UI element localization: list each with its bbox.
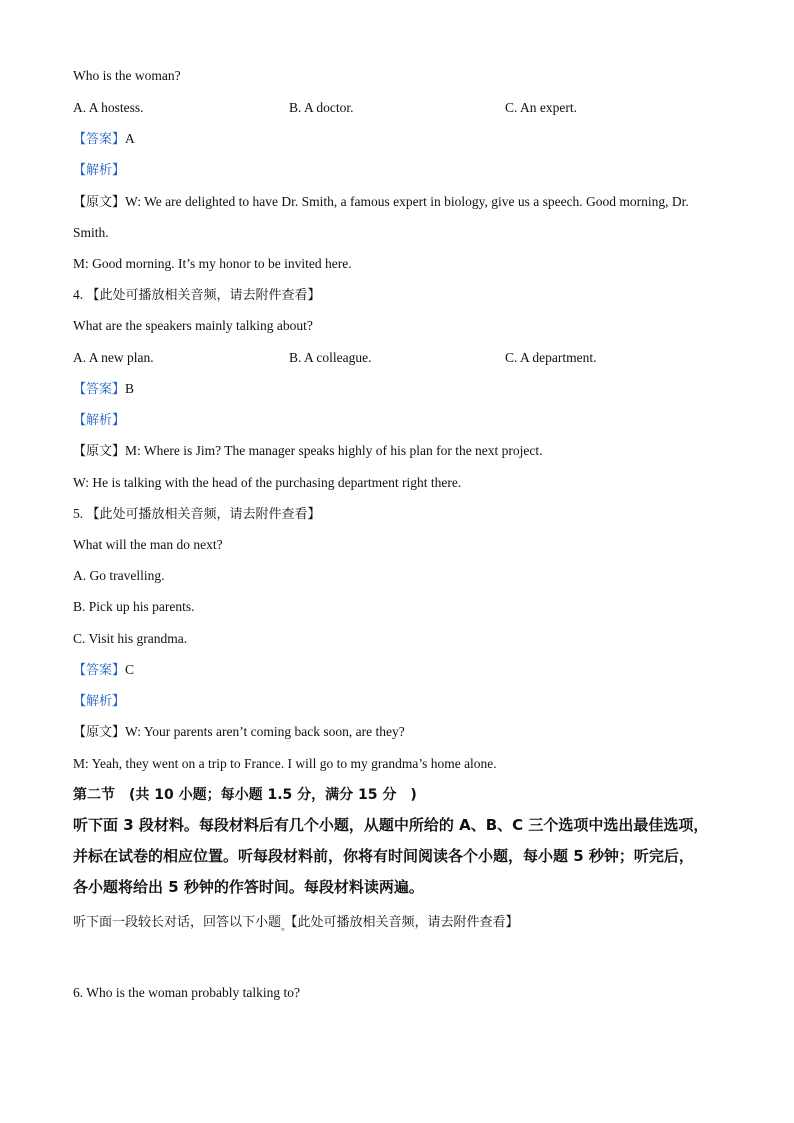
q3-question: Who is the woman? <box>73 68 181 83</box>
answer-value: C <box>125 662 135 677</box>
q3-analysis <box>73 161 125 180</box>
q5-question: What will the man do next? <box>73 537 223 552</box>
instructions-line-3: 各小题将给出 5 秒钟的作答时间。每段材料读两遍。 <box>73 878 424 896</box>
analysis-label: 【解析】 <box>73 413 126 428</box>
q5-header <box>73 505 321 524</box>
listen-intro-mark: 。 <box>281 922 292 933</box>
q5-original-line1 <box>73 723 405 742</box>
instructions-line-2: 并标在试卷的相应位置。听每段材料前，你将有时间阅读各个小题，每小题 5 秒钟；听完后， <box>73 847 694 865</box>
original-text: M: Where is Jim? The manager speaks highly of his plan for the next project. <box>125 443 543 458</box>
q5-number: 5. <box>73 506 84 521</box>
original-text: W: Your parents aren’t coming back soon, are they? <box>125 724 405 739</box>
original-label: 【原文】 <box>73 195 126 210</box>
q4-option-a: A. A new plan. <box>73 350 154 365</box>
section2-audio-note: 【此处可播放相关音频，请去附件查看】 <box>291 915 519 930</box>
original-label: 【原文】 <box>73 725 126 740</box>
q4-header <box>73 286 321 305</box>
q4-answer <box>73 380 134 399</box>
q4-audio-note: 【此处可播放相关音频，请去附件查看】 <box>86 288 321 303</box>
listen-intro <box>73 914 519 937</box>
q4-number: 4. <box>73 287 84 302</box>
answer-label: 【答案】 <box>73 382 126 397</box>
q5-option-b: B. Pick up his parents. <box>73 599 195 614</box>
section2-heading: 第二节 (共 10 小题；每小题 1.5 分，满分 15 分 ) <box>73 787 417 803</box>
q3-option-a: A. A hostess. <box>73 100 144 115</box>
analysis-label: 【解析】 <box>73 163 126 178</box>
q5-option-c: C. Visit his grandma. <box>73 631 188 646</box>
instructions-line-1: 听下面 3 段材料。每段材料后有几个小题，从题中所给的 A、B、C 三个选项中选出最佳选项， <box>73 816 709 834</box>
q4-option-b: B. A colleague. <box>289 350 372 365</box>
q5-audio-note: 【此处可播放相关音频，请去附件查看】 <box>86 507 321 522</box>
q5-option-a: A. Go travelling. <box>73 568 165 583</box>
q3-answer <box>73 130 135 149</box>
q3-option-c: C. An expert. <box>505 100 577 115</box>
q3-original-line1b: Smith. <box>73 225 109 240</box>
section2-instructions <box>73 810 723 903</box>
q4-option-c: C. A department. <box>505 350 597 365</box>
q6-question: 6. Who is the woman probably talking to? <box>73 985 300 1000</box>
q3-option-b: B. A doctor. <box>289 100 354 115</box>
q4-question: What are the speakers mainly talking about? <box>73 318 313 333</box>
answer-label: 【答案】 <box>73 663 126 678</box>
q5-answer <box>73 661 134 680</box>
original-text: W: We are delighted to have Dr. Smith, a famous expert in biology, give us a speech. Good morning, Dr. <box>125 194 689 209</box>
analysis-label: 【解析】 <box>73 694 126 709</box>
answer-value: A <box>125 131 135 146</box>
q3-original-line2: M: Good morning. It’s my honor to be invited here. <box>73 256 352 271</box>
original-label: 【原文】 <box>73 444 126 459</box>
q4-original-line2: W: He is talking with the head of the purchasing department right there. <box>73 475 462 490</box>
q3-original-line1 <box>73 193 689 212</box>
q5-analysis <box>73 692 125 711</box>
answer-value: B <box>125 381 135 396</box>
q4-original-line1 <box>73 442 543 461</box>
q5-original-line2: M: Yeah, they went on a trip to France. I will go to my grandma’s home alone. <box>73 756 497 771</box>
answer-label: 【答案】 <box>73 132 126 147</box>
listen-intro-text: 听下面一段较长对话，回答以下小题 <box>73 915 282 930</box>
q4-analysis <box>73 411 125 430</box>
